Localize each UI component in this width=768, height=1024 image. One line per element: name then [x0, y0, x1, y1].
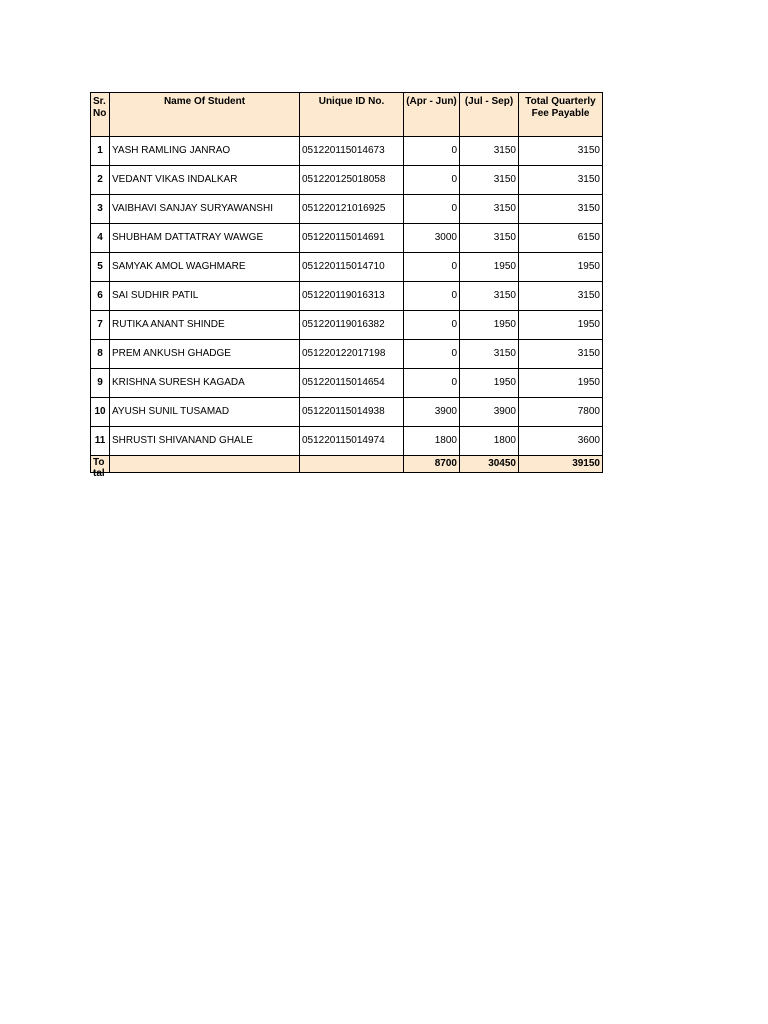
cell-total-fee: 3150: [519, 340, 603, 369]
cell-total-fee: 3600: [519, 427, 603, 456]
cell-unique-id: 051220115014654: [300, 369, 404, 398]
cell-apr-jun: 0: [404, 253, 460, 282]
table-row: [91, 166, 603, 195]
fee-table: [90, 92, 603, 479]
cell-unique-id: 051220122017198: [300, 340, 404, 369]
cell-jul-sep: 3150: [460, 282, 519, 311]
cell-student-name: KRISHNA SURESH KAGADA: [110, 369, 300, 398]
cell-sr-no: 11: [91, 427, 110, 456]
cell-unique-id: 051220119016313: [300, 282, 404, 311]
cell-sr-no: 9: [91, 369, 110, 398]
table-row: [91, 137, 603, 166]
table-row: [91, 311, 603, 340]
table-row: [91, 253, 603, 282]
cell-apr-jun: 3000: [404, 224, 460, 253]
total-apr-jun: 8700: [404, 456, 460, 473]
table-row: [91, 224, 603, 253]
cell-jul-sep: 3150: [460, 340, 519, 369]
table-row: [91, 427, 603, 456]
header-jul-sep: (Jul - Sep): [460, 93, 519, 137]
cell-unique-id: 051220121016925: [300, 195, 404, 224]
cell-total-fee: 7800: [519, 398, 603, 427]
cell-total-fee: 3150: [519, 137, 603, 166]
table-row: [91, 340, 603, 369]
cell-total-fee: 1950: [519, 369, 603, 398]
cell-jul-sep: 3150: [460, 224, 519, 253]
cell-unique-id: 051220115014673: [300, 137, 404, 166]
cell-student-name: VEDANT VIKAS INDALKAR: [110, 166, 300, 195]
cell-jul-sep: 3150: [460, 166, 519, 195]
header-sr-no: Sr. No: [91, 93, 110, 137]
table-row: [91, 398, 603, 427]
cell-student-name: PREM ANKUSH GHADGE: [110, 340, 300, 369]
header-unique-id: Unique ID No.: [300, 93, 404, 137]
cell-student-name: VAIBHAVI SANJAY SURYAWANSHI: [110, 195, 300, 224]
cell-unique-id: 051220115014710: [300, 253, 404, 282]
cell-jul-sep: 1950: [460, 253, 519, 282]
cell-unique-id: 051220115014974: [300, 427, 404, 456]
cell-apr-jun: 3900: [404, 398, 460, 427]
cell-sr-no: 4: [91, 224, 110, 253]
cell-sr-no: 2: [91, 166, 110, 195]
cell-unique-id: 051220115014938: [300, 398, 404, 427]
table-row: [91, 282, 603, 311]
cell-apr-jun: 0: [404, 340, 460, 369]
total-empty-cell: [300, 456, 404, 473]
total-fee-payable: 39150: [519, 456, 603, 473]
cell-student-name: AYUSH SUNIL TUSAMAD: [110, 398, 300, 427]
cell-student-name: SHRUSTI SHIVANAND GHALE: [110, 427, 300, 456]
cell-sr-no: 8: [91, 340, 110, 369]
cell-jul-sep: 3150: [460, 137, 519, 166]
total-jul-sep: 30450: [460, 456, 519, 473]
cell-sr-no: 6: [91, 282, 110, 311]
cell-unique-id: 051220115014691: [300, 224, 404, 253]
cell-sr-no: 7: [91, 311, 110, 340]
cell-jul-sep: 1800: [460, 427, 519, 456]
header-total-fee: Total Quarterly Fee Payable: [519, 93, 603, 137]
cell-apr-jun: 0: [404, 282, 460, 311]
header-name: Name Of Student: [110, 93, 300, 137]
cell-jul-sep: 1950: [460, 311, 519, 340]
cell-jul-sep: 1950: [460, 369, 519, 398]
cell-student-name: SAI SUDHIR PATIL: [110, 282, 300, 311]
cell-total-fee: 3150: [519, 195, 603, 224]
total-empty-cell: [110, 456, 300, 473]
cell-student-name: SAMYAK AMOL WAGHMARE: [110, 253, 300, 282]
cell-total-fee: 1950: [519, 311, 603, 340]
total-label: Total: [93, 457, 105, 479]
cell-student-name: RUTIKA ANANT SHINDE: [110, 311, 300, 340]
cell-sr-no: 1: [91, 137, 110, 166]
cell-total-fee: 6150: [519, 224, 603, 253]
cell-apr-jun: 0: [404, 369, 460, 398]
cell-jul-sep: 3150: [460, 195, 519, 224]
cell-student-name: SHUBHAM DATTATRAY WAWGE: [110, 224, 300, 253]
table-row: [91, 195, 603, 224]
cell-apr-jun: 0: [404, 311, 460, 340]
table-header-row: [91, 93, 603, 137]
cell-sr-no: 10: [91, 398, 110, 427]
cell-total-fee: 3150: [519, 282, 603, 311]
cell-jul-sep: 3900: [460, 398, 519, 427]
cell-total-fee: 1950: [519, 253, 603, 282]
cell-total-fee: 3150: [519, 166, 603, 195]
header-apr-jun: (Apr - Jun): [404, 93, 460, 137]
cell-apr-jun: 0: [404, 166, 460, 195]
table-body: [91, 137, 603, 456]
cell-sr-no: 3: [91, 195, 110, 224]
cell-sr-no: 5: [91, 253, 110, 282]
cell-student-name: YASH RAMLING JANRAO: [110, 137, 300, 166]
cell-unique-id: 051220119016382: [300, 311, 404, 340]
table-row: [91, 369, 603, 398]
cell-unique-id: 051220125018058: [300, 166, 404, 195]
cell-apr-jun: 1800: [404, 427, 460, 456]
total-label-cell: [91, 456, 110, 479]
table-total-row: [91, 456, 603, 473]
cell-apr-jun: 0: [404, 195, 460, 224]
cell-apr-jun: 0: [404, 137, 460, 166]
